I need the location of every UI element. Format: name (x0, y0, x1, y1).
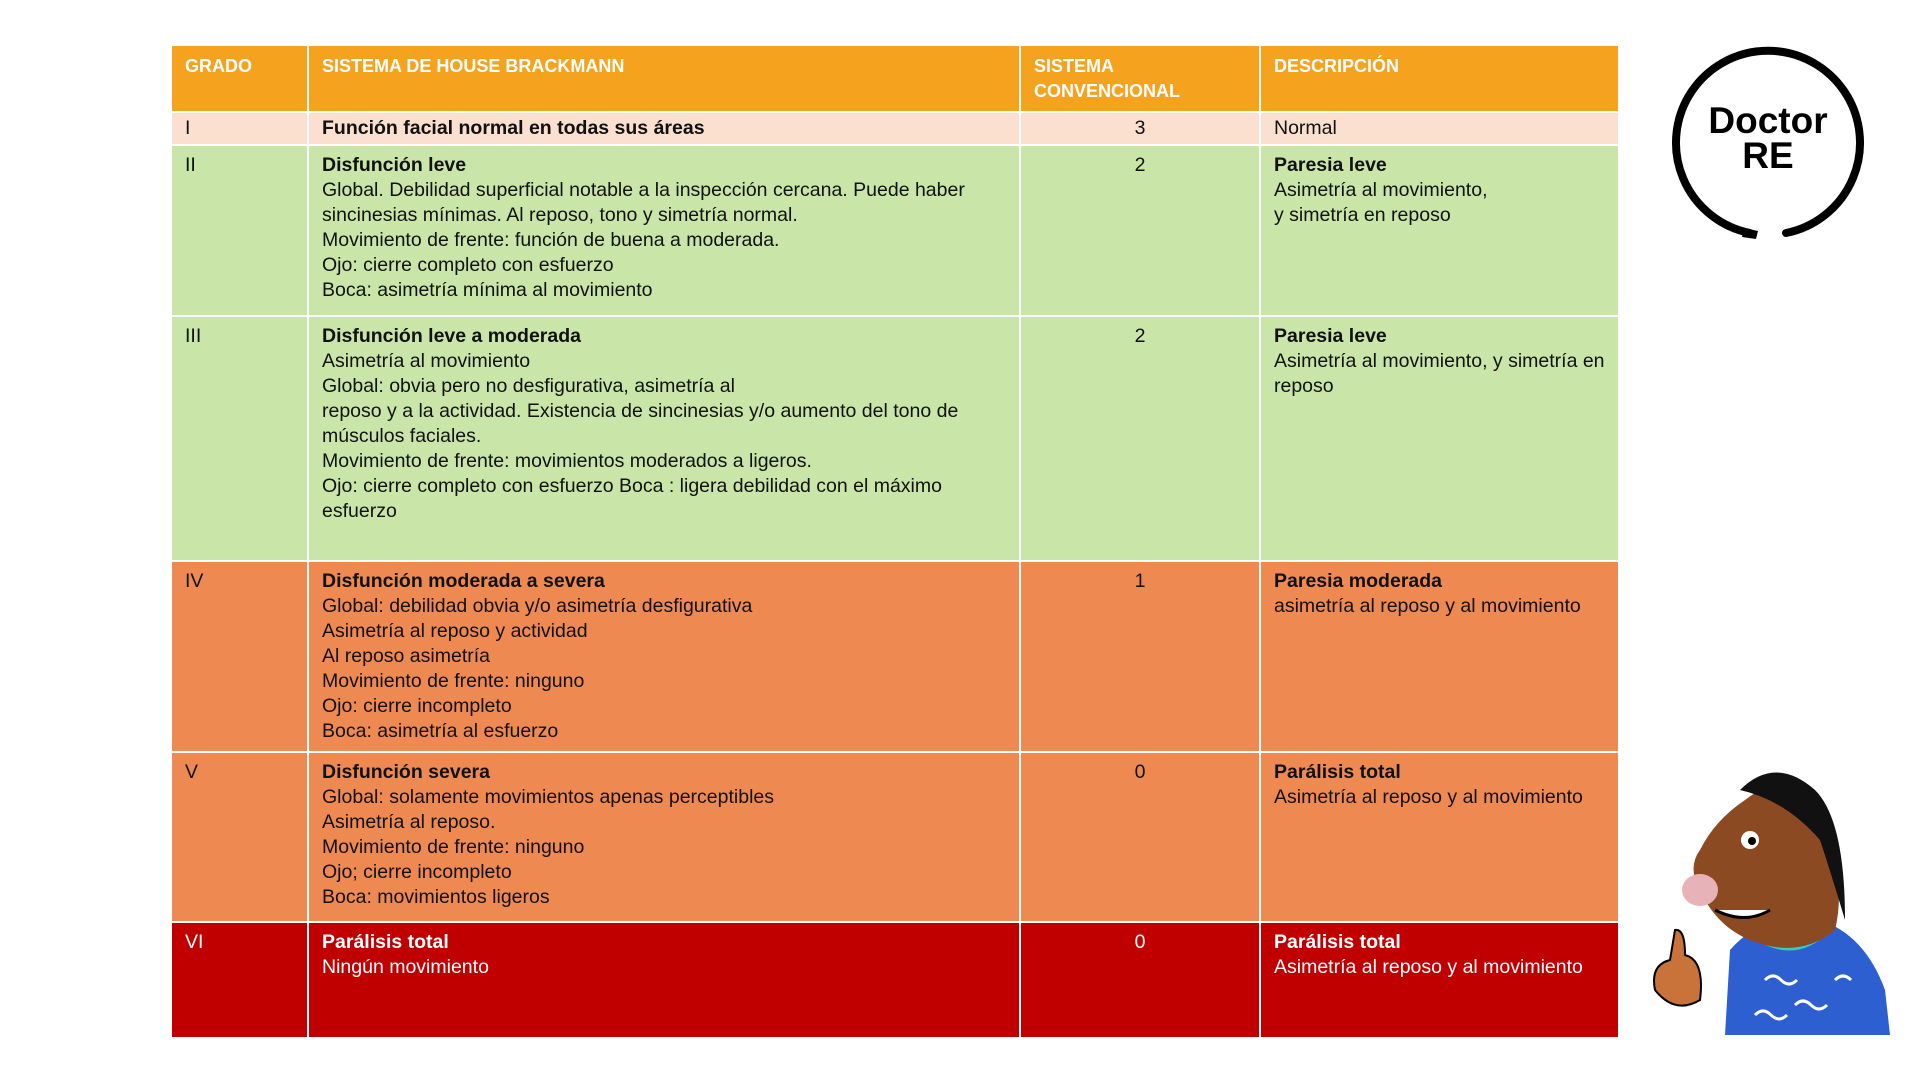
hb-line: Ojo: cierre completo con esfuerzo (322, 254, 614, 276)
grade-label: I (185, 117, 191, 139)
house-brackmann-cell (308, 922, 1020, 1038)
description-cell (1260, 145, 1619, 316)
house-brackmann-cell (308, 561, 1020, 752)
grade-cell (171, 145, 308, 316)
description-line: Asimetría al movimiento, y simetría en reposo (1274, 350, 1605, 397)
conventional-value: 2 (1134, 154, 1146, 176)
grade-label: V (185, 761, 199, 783)
description-title: Paresia moderada (1274, 570, 1443, 592)
description-title: Paresia leve (1274, 154, 1387, 176)
description-title: Parálisis total (1274, 761, 1401, 783)
hb-line: Movimiento de frente: ninguno (322, 670, 585, 692)
grade-cell (171, 922, 308, 1038)
hb-line: Boca: movimientos ligeros (322, 886, 550, 908)
grade-cell (171, 752, 308, 922)
hb-line: reposo y a la actividad. Existencia de sincinesias y/o aumento del tono de músculos faciales. (322, 400, 959, 447)
hb-title: Disfunción leve a moderada (322, 325, 581, 347)
hb-title: Disfunción moderada a severa (322, 570, 605, 592)
table-row-grade-V (171, 752, 1619, 922)
header-house-brackmann: SISTEMA DE HOUSE BRACKMANN (308, 45, 1020, 112)
hb-title: Disfunción severa (322, 761, 490, 783)
grade-label: IV (185, 570, 204, 592)
description-cell (1260, 316, 1619, 561)
description-line: Asimetría al reposo y al movimiento (1274, 786, 1583, 808)
logo-text-doctor: Doctor (1708, 100, 1828, 141)
conventional-value: 3 (1134, 117, 1146, 139)
conventional-value: 2 (1134, 325, 1146, 347)
table-row-grade-I (171, 112, 1619, 145)
conventional-cell (1020, 922, 1260, 1038)
table-row-grade-VI (171, 922, 1619, 1038)
hb-line: Asimetría al reposo y actividad (322, 620, 588, 642)
hb-title: Disfunción leve (322, 154, 467, 176)
hb-line: Ojo: cierre incompleto (322, 695, 512, 717)
description-cell (1260, 922, 1619, 1038)
horse-cartoon-image (1645, 760, 1895, 1035)
hb-line: Boca: asimetría al esfuerzo (322, 720, 559, 742)
grade-label: VI (185, 931, 204, 953)
grade-cell (171, 112, 308, 145)
description-title: Paresia leve (1274, 325, 1387, 347)
house-brackmann-cell (308, 145, 1020, 316)
conventional-cell (1020, 316, 1260, 561)
hb-title: Función facial normal en todas sus áreas (322, 117, 705, 139)
house-brackmann-cell (308, 316, 1020, 561)
table-row-grade-II (171, 145, 1619, 316)
hb-line: Movimiento de frente: movimientos moderados a ligeros. (322, 450, 812, 472)
house-brackmann-cell (308, 112, 1020, 145)
description-line: Normal (1274, 117, 1337, 139)
grade-cell (171, 561, 308, 752)
header-sistema-convencional: SISTEMA CONVENCIONAL (1020, 45, 1260, 112)
header-descripcion: DESCRIPCIÓN (1260, 45, 1619, 112)
table-row-grade-III (171, 316, 1619, 561)
description-line: y simetría en reposo (1274, 204, 1451, 226)
table-row-grade-IV (171, 561, 1619, 752)
logo-text-re: RE (1742, 135, 1794, 176)
header-row (171, 45, 1619, 112)
house-brackmann-table (170, 44, 1620, 1039)
hb-line: Global. Debilidad superficial notable a la inspección cercana. Puede haber sincinesias mínimas. Al reposo, tono y simetría normal. (322, 179, 965, 226)
hb-line: Global: debilidad obvia y/o asimetría desfigurativa (322, 595, 753, 617)
conventional-cell (1020, 112, 1260, 145)
hb-line: Ningún movimiento (322, 956, 489, 978)
description-title: Parálisis total (1274, 931, 1401, 953)
hb-title: Parálisis total (322, 931, 449, 953)
conventional-cell (1020, 752, 1260, 922)
hb-line: Movimiento de frente: ninguno (322, 836, 585, 858)
conventional-cell (1020, 145, 1260, 316)
hb-line: Asimetría al reposo. (322, 811, 496, 833)
description-cell (1260, 112, 1619, 145)
hb-line: Asimetría al movimiento (322, 350, 531, 372)
grade-cell (171, 316, 308, 561)
grade-label: III (185, 325, 202, 347)
hb-line: Movimiento de frente: función de buena a moderada. (322, 229, 780, 251)
hb-line: Ojo: cierre completo con esfuerzo Boca : ligera debilidad con el máximo esfuerzo (322, 475, 942, 522)
house-brackmann-cell (308, 752, 1020, 922)
description-cell (1260, 561, 1619, 752)
hb-line: Global: obvia pero no desfigurativa, asimetría al (322, 375, 735, 397)
description-line: asimetría al reposo y al movimiento (1274, 595, 1581, 617)
conventional-cell (1020, 561, 1260, 752)
description-line: Asimetría al movimiento, (1274, 179, 1488, 201)
grade-label: II (185, 154, 196, 176)
conventional-value: 0 (1134, 761, 1146, 783)
hb-line: Ojo; cierre incompleto (322, 861, 512, 883)
conventional-value: 1 (1134, 570, 1146, 592)
description-cell (1260, 752, 1619, 922)
hb-line: Al reposo asimetría (322, 645, 490, 667)
description-line: Asimetría al reposo y al movimiento (1274, 956, 1583, 978)
header-grado: GRADO (171, 45, 308, 112)
hb-line: Global: solamente movimientos apenas perceptibles (322, 786, 774, 808)
hb-line: Boca: asimetría mínima al movimiento (322, 279, 653, 301)
doctor-re-logo (1668, 38, 1868, 243)
conventional-value: 0 (1134, 931, 1146, 953)
